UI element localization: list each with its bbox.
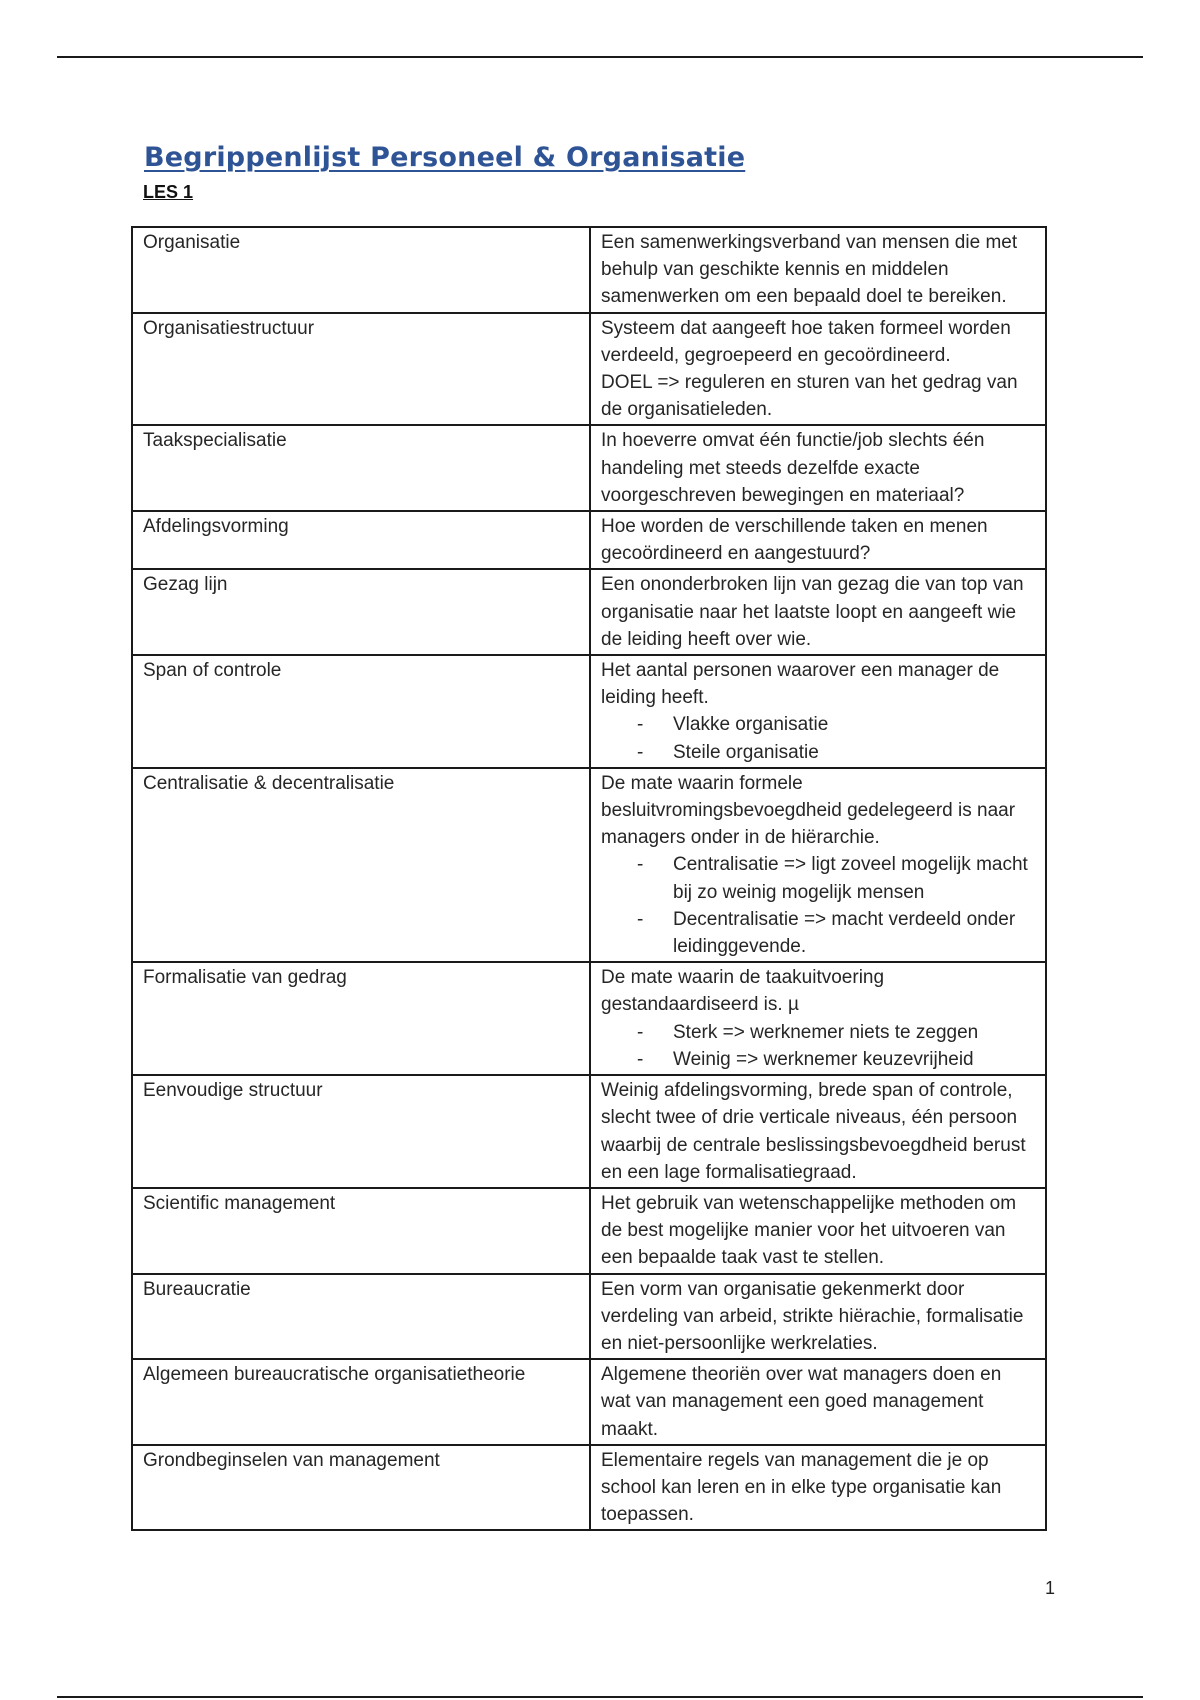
document-title: Begrippenlijst Personeel & Organisatie bbox=[144, 142, 746, 173]
definition-cell bbox=[590, 962, 1046, 1075]
table-row bbox=[132, 655, 1046, 768]
definition-cell bbox=[590, 569, 1046, 655]
page-number: 1 bbox=[1045, 1578, 1056, 1598]
definition-text: Een ononderbroken lijn van gezag die van top van organisatie naar het laatste loopt en aangeeft wie de leiding heeft over wie. bbox=[601, 574, 1024, 650]
bullet-list bbox=[601, 1019, 1036, 1073]
definition-text: In hoeverre omvat één functie/job slechts één handeling met steeds dezelfde exacte voorgeschreven bewegingen en materiaal? bbox=[601, 430, 985, 506]
term-cell: Taakspecialisatie bbox=[132, 425, 590, 511]
definition-cell bbox=[590, 1075, 1046, 1188]
table-row bbox=[132, 1188, 1046, 1274]
table-row bbox=[132, 511, 1046, 569]
term-cell: Centralisatie & decentralisatie bbox=[132, 768, 590, 962]
definition-cell bbox=[590, 1359, 1046, 1445]
definition-text: Hoe worden de verschillende taken en menen gecoördineerd en aangestuurd? bbox=[601, 516, 988, 565]
table-row bbox=[132, 962, 1046, 1075]
definition-cell bbox=[590, 425, 1046, 511]
term-cell: Bureaucratie bbox=[132, 1274, 590, 1360]
list-item: - Centralisatie => ligt zoveel mogelijk macht bij zo weinig mogelijk mensen bbox=[637, 851, 1036, 905]
footer-rule bbox=[57, 1696, 1143, 1698]
table-row bbox=[132, 425, 1046, 511]
definition-cell bbox=[590, 511, 1046, 569]
table-row bbox=[132, 1075, 1046, 1188]
definition-text: Het aantal personen waarover een manager de leiding heeft. bbox=[601, 660, 1000, 709]
list-item: - Vlakke organisatie bbox=[637, 711, 1036, 738]
term-cell: Organisatiestructuur bbox=[132, 313, 590, 426]
definition-cell bbox=[590, 655, 1046, 768]
term-cell: Formalisatie van gedrag bbox=[132, 962, 590, 1075]
term-cell: Grondbeginselen van management bbox=[132, 1445, 590, 1531]
term-cell: Afdelingsvorming bbox=[132, 511, 590, 569]
table-row bbox=[132, 313, 1046, 426]
definition-text: Systeem dat aangeeft hoe taken formeel worden verdeeld, gegroepeerd en gecoördineerd. bbox=[601, 317, 1011, 366]
definition-text: Algemene theoriën over wat managers doen en wat van management een goed management maakt. bbox=[601, 1364, 1002, 1440]
table-row bbox=[132, 569, 1046, 655]
definition-text: De mate waarin de taakuitvoering gestandaardiseerd is. µ bbox=[601, 967, 885, 1016]
term-cell: Algemeen bureaucratische organisatietheorie bbox=[132, 1359, 590, 1445]
definition-cell bbox=[590, 1274, 1046, 1360]
definition-goal: DOEL => reguleren en sturen van het gedrag van de organisatieleden. bbox=[601, 372, 1018, 421]
table-row bbox=[132, 768, 1046, 962]
glossary-table bbox=[131, 226, 1047, 1531]
definition-text: Een vorm van organisatie gekenmerkt door verdeling van arbeid, strikte hiërachie, formalisatie en niet-persoonlijke werkrelaties. bbox=[601, 1278, 1024, 1354]
term-cell: Span of controle bbox=[132, 655, 590, 768]
definition-text: Weinig afdelingsvorming, brede span of controle, slecht twee of drie verticale niveaus, één persoon waarbij de centrale beslissingsbevoegdheid berust en een lage formalisatiegraad. bbox=[601, 1080, 1026, 1183]
bullet-list bbox=[601, 711, 1036, 765]
table-row bbox=[132, 1359, 1046, 1445]
table-row bbox=[132, 1445, 1046, 1531]
list-item: - Decentralisatie => macht verdeeld onder leidinggevende. bbox=[637, 906, 1036, 960]
definition-text: Een samenwerkingsverband van mensen die met behulp van geschikte kennis en middelen samenwerken om een bepaald doel te bereiken. bbox=[601, 232, 1018, 308]
section-heading: LES 1 bbox=[143, 182, 194, 202]
definition-text: Elementaire regels van management die je op school kan leren en in elke type organisatie kan toepassen. bbox=[601, 1449, 1002, 1526]
definition-cell bbox=[590, 768, 1046, 962]
table-row bbox=[132, 227, 1046, 313]
term-cell: Eenvoudige structuur bbox=[132, 1075, 590, 1188]
definition-text: Het gebruik van wetenschappelijke methoden om de best mogelijke manier voor het uitvoeren van een bepaalde taak vast te stellen. bbox=[601, 1192, 1017, 1269]
term-cell: Scientific management bbox=[132, 1188, 590, 1274]
list-item: - Steile organisatie bbox=[637, 739, 1036, 766]
definition-cell bbox=[590, 227, 1046, 313]
header-rule bbox=[57, 56, 1143, 58]
bullet-list bbox=[601, 851, 1036, 960]
list-item: - Sterk => werknemer niets te zeggen bbox=[637, 1019, 1036, 1046]
table-row bbox=[132, 1274, 1046, 1360]
term-cell: Organisatie bbox=[132, 227, 590, 313]
definition-cell bbox=[590, 1445, 1046, 1531]
list-item: - Weinig => werknemer keuzevrijheid bbox=[637, 1046, 1036, 1073]
term-cell: Gezag lijn bbox=[132, 569, 590, 655]
definition-text: De mate waarin formele besluitvromingsbevoegdheid gedelegeerd is naar managers onder in de hiërarchie. bbox=[601, 772, 1016, 849]
definition-cell bbox=[590, 1188, 1046, 1274]
definition-cell bbox=[590, 313, 1046, 426]
